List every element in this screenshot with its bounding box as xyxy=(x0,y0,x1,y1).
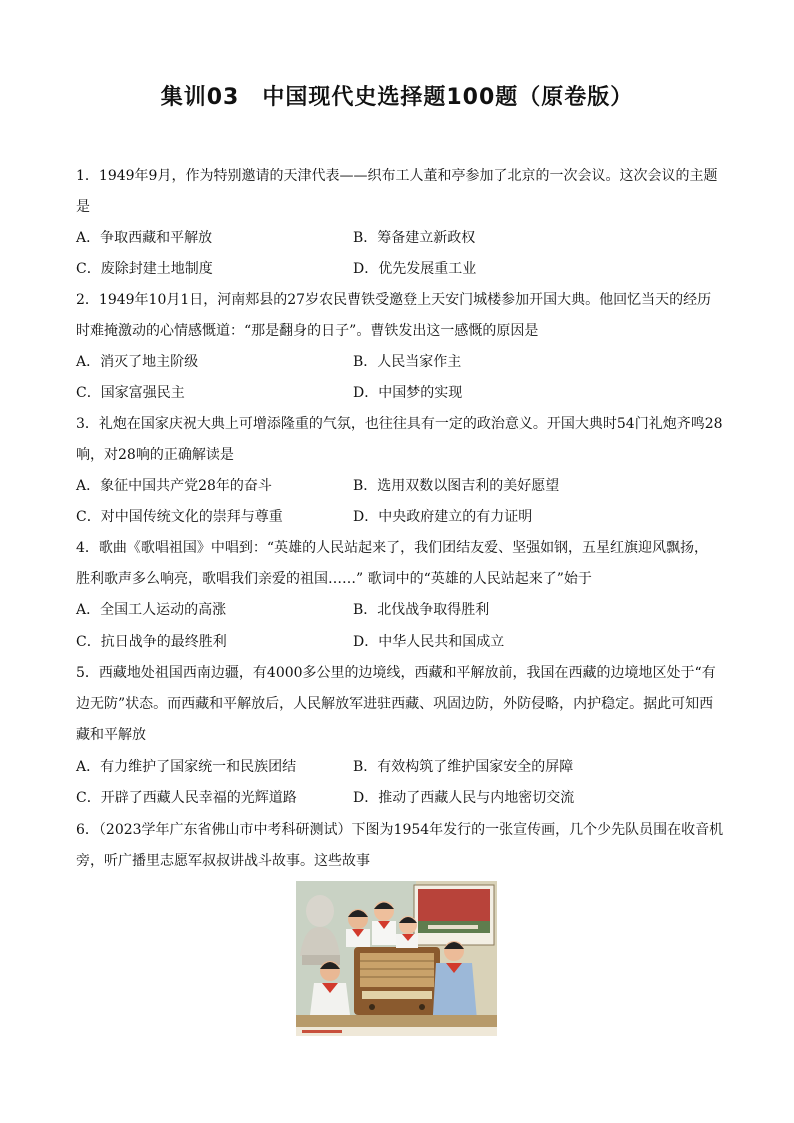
question-4-option-b: B．北伐战争取得胜利 xyxy=(353,602,490,618)
question-2-option-c: C．国家富强民主 xyxy=(76,385,185,401)
question-1-option-c: C．废除封建土地制度 xyxy=(76,261,213,277)
question-1-line-2: 是 xyxy=(76,199,90,215)
question-1-line-1: 1．1949年9月，作为特别邀请的天津代表——织布工人董和亭参加了北京的一次会议。这次会议的主题 xyxy=(76,168,718,184)
question-5-option-b: B．有效构筑了维护国家安全的屏障 xyxy=(353,759,574,775)
question-4-line-1: 4．歌曲《歌唱祖国》中唱到：“英雄的人民站起来了，我们团结友爱、坚强如钢，五星红旗迎风飘扬， xyxy=(76,540,709,556)
question-1-option-d: D．优先发展重工业 xyxy=(353,261,477,277)
page-title: 集训03 中国现代史选择题100题（原卷版） xyxy=(160,85,634,110)
question-2-option-b: B．人民当家作主 xyxy=(353,354,462,370)
question-5-line-1: 5．西藏地处祖国西南边疆，有4000多公里的边境线，西藏和平解放前，我国在西藏的边境地区处于“有 xyxy=(76,665,716,681)
question-4-option-d: D．中华人民共和国成立 xyxy=(353,634,505,650)
question-3-line-1: 3．礼炮在国家庆祝大典上可增添隆重的气氛，也往往具有一定的政治意义。开国大典时54门礼炮齐鸣28 xyxy=(76,416,723,432)
question-4-option-a: A．全国工人运动的高涨 xyxy=(76,602,227,618)
question-2-option-a: A．消灭了地主阶级 xyxy=(76,354,199,370)
question-1-option-b: B．筹备建立新政权 xyxy=(353,230,476,246)
question-3-option-a: A．象征中国共产党28年的奋斗 xyxy=(76,478,272,494)
question-5-line-2: 边无防”状态。而西藏和平解放后，人民解放军进驻西藏、巩固边防，外防侵略，内护稳定。据此可知西 xyxy=(76,696,714,712)
question-2-line-1: 2．1949年10月1日，河南郏县的27岁农民曹铁受邀登上天安门城楼参加开国大典。他回忆当天的经历 xyxy=(76,292,712,308)
question-1-option-a: A．争取西藏和平解放 xyxy=(76,230,213,246)
question-2-option-d: D．中国梦的实现 xyxy=(353,385,463,401)
question-3-line-2: 响，对28响的正确解读是 xyxy=(76,447,234,463)
question-6-line-2: 旁，听广播里志愿军叔叔讲战斗故事。这些故事 xyxy=(76,853,370,869)
question-6-line-1: 6．（2023学年广东省佛山市中考科研测试）下图为1954年发行的一张宣传画，几个少先队员围在收音机 xyxy=(76,822,724,838)
question-5-option-a: A．有力维护了国家统一和民族团结 xyxy=(76,759,297,775)
question-4-option-c: C．抗日战争的最终胜利 xyxy=(76,634,227,650)
question-5-option-c: C．开辟了西藏人民幸福的光辉道路 xyxy=(76,790,297,806)
propaganda-poster-image xyxy=(296,881,497,1036)
question-4-line-2: 胜利歌声多么响亮，歌唱我们亲爱的祖国……” 歌词中的“英雄的人民站起来了”始于 xyxy=(76,571,592,587)
question-3-option-d: D．中央政府建立的有力证明 xyxy=(353,509,533,525)
question-2-line-2: 时难掩激动的心情感慨道：“那是翻身的日子”。曹铁发出这一感慨的原因是 xyxy=(76,323,539,339)
question-5-line-3: 藏和平解放 xyxy=(76,727,146,743)
question-5-option-d: D．推动了西藏人民与内地密切交流 xyxy=(353,790,575,806)
poster-illustration xyxy=(296,881,497,1036)
question-3-option-c: C．对中国传统文化的崇拜与尊重 xyxy=(76,509,283,525)
question-3-option-b: B．选用双数以图吉利的美好愿望 xyxy=(353,478,560,494)
